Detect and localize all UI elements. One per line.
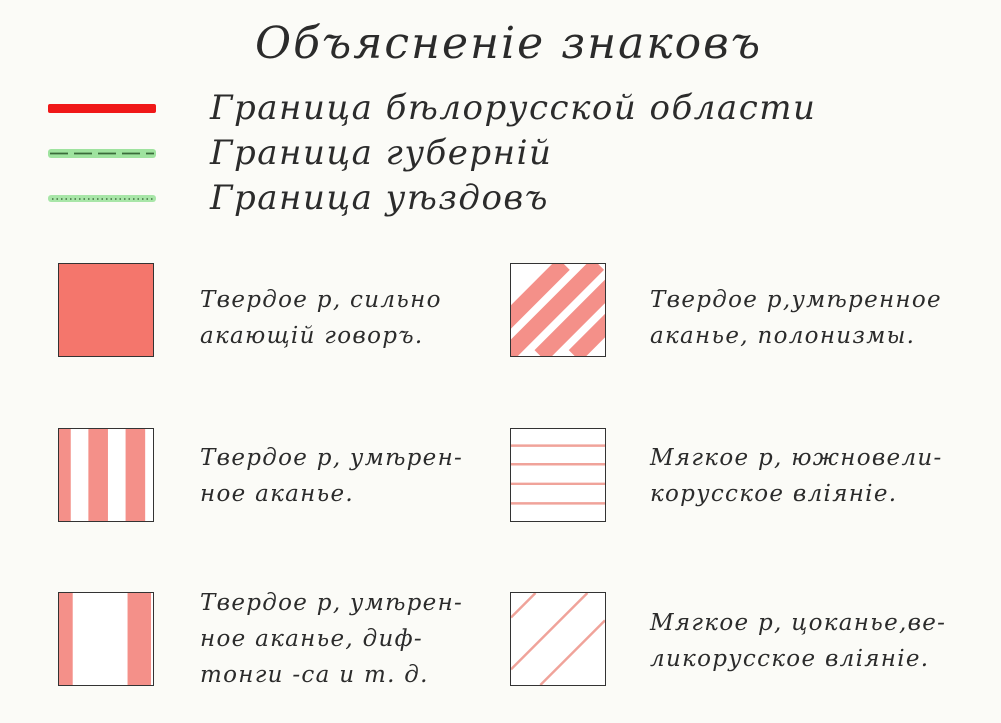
desc-line: ное аканье. [200,481,354,507]
legend-label-county-border: Граница уѣздовъ [210,178,549,218]
legend-title: Объясненіе знаковъ [255,18,763,69]
diagonal-thin-swatch-icon [510,592,606,686]
desc-line: Мягкое р, цоканье,ве- [650,610,947,636]
legend-desc-diagonal-thin [650,605,946,677]
legend-label-governorate-border: Граница губерній [210,133,553,173]
desc-line: Твердое р,умѣренное [650,287,942,313]
legend-row-region-border [40,88,817,128]
diagonal-thick-swatch-icon [510,263,606,357]
desc-line: акающій говоръ. [200,323,424,349]
desc-line: Мягкое р, южновели- [650,445,943,471]
desc-line: Твердое р, умѣрен- [200,590,464,616]
horizontal-lines-swatch-icon [510,428,606,522]
legend-label-region-border: Граница бѣлорусской области [210,88,817,128]
solid-pink-swatch-icon [58,263,154,357]
legend-desc-vertical-edges [200,585,463,693]
legend-row-county-border [40,178,800,218]
vertical-edges-swatch-icon [58,592,154,686]
desc-line: аканье, полонизмы. [650,323,916,349]
legend-desc-horizontal-lines [650,440,943,512]
legend-desc-diagonal-thick [650,282,942,354]
desc-line: тонги -са и т. д. [200,662,429,688]
desc-line: Твердое р, сильно [200,287,442,313]
desc-line: корусское вліяніе. [650,481,898,507]
dotted-green-line-icon [48,192,156,204]
vertical-stripes-swatch-icon [58,428,154,522]
legend-desc-vertical-stripes [200,440,463,512]
legend-desc-solid [200,282,442,354]
solid-red-line-icon [48,102,156,114]
legend-row-governorate-border [40,133,800,173]
desc-line: ное аканье, диф- [200,626,423,652]
desc-line: ликорусское вліяніе. [650,646,930,672]
dashed-green-line-icon [48,147,156,159]
desc-line: Твердое р, умѣрен- [200,445,464,471]
